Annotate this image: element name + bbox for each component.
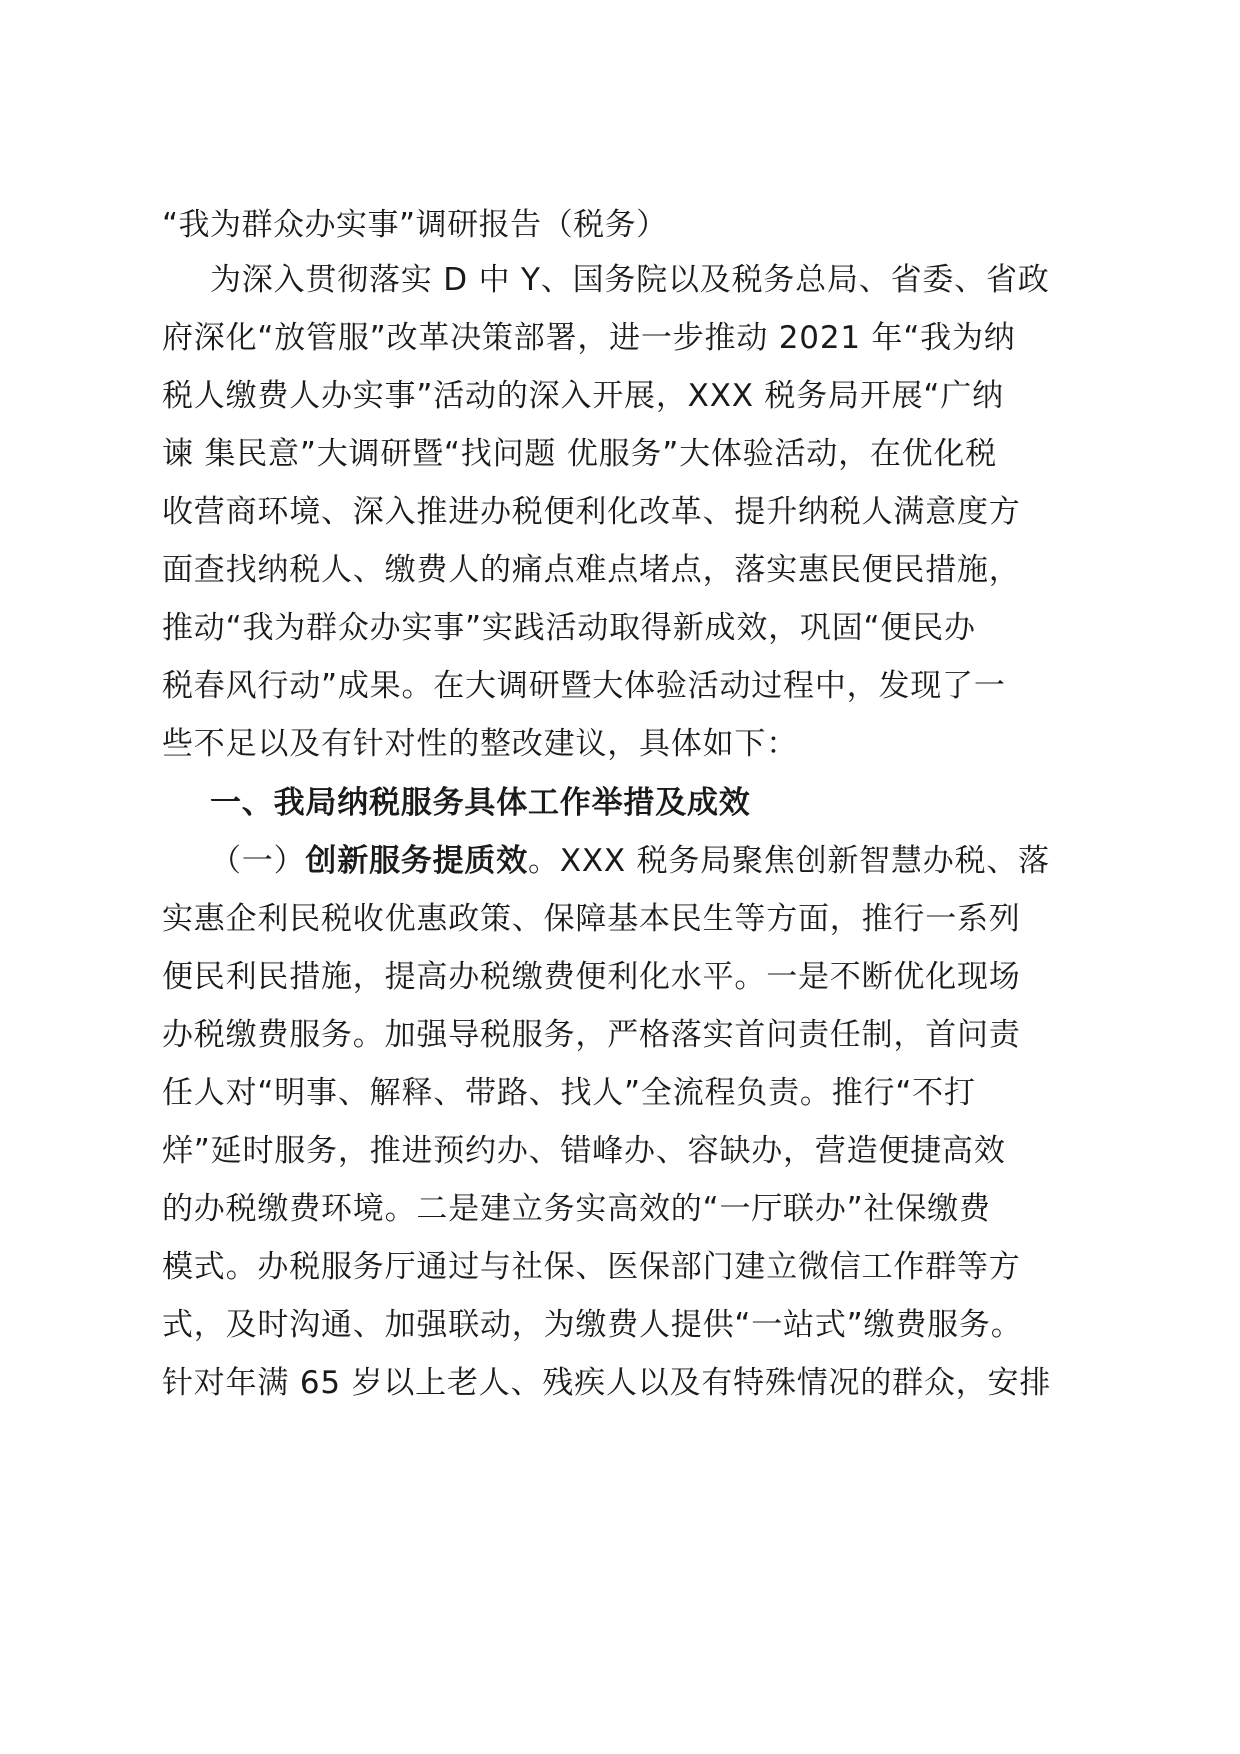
- paragraph-line: 式，及时沟通、加强联动，为缴费人提供“一站式”缴费服务。: [162, 1307, 1023, 1343]
- paragraph-line: 针对年满 65 岁以上老人、残疾人以及有特殊情况的群众，安排: [162, 1365, 1052, 1401]
- paragraph-line: 烊”延时服务，推进预约办、错峰办、容缺办，营造便捷高效: [162, 1133, 1006, 1169]
- section-heading: 一、我局纳税服务具体工作举措及成效: [210, 785, 751, 821]
- paragraph-line: 便民利民措施，提高办税缴费便利化水平。一是不断优化现场: [162, 959, 1021, 995]
- paragraph-line: 模式。办税服务厅通过与社保、医保部门建立微信工作群等方: [162, 1249, 1021, 1285]
- paragraph-line: 办税缴费服务。加强导税服务，严格落实首问责任制，首问责: [162, 1017, 1021, 1053]
- subsection-number: （一）: [210, 843, 306, 879]
- paragraph-text: 。XXX 税务局聚焦创新智慧办税、落: [528, 843, 1050, 879]
- paragraph-line: 些不足以及有针对性的整改建议，具体如下：: [162, 726, 798, 762]
- subsection-first-line: [210, 839, 1050, 883]
- paragraph-line: 实惠企利民税收优惠政策、保障基本民生等方面，推行一系列: [162, 901, 1021, 937]
- paragraph-line: 收营商环境、深入推进办税便利化改革、提升纳税人满意度方: [162, 494, 1021, 530]
- paragraph-line: 任人对“明事、解释、带路、找人”全流程负责。推行“不打: [162, 1075, 976, 1111]
- paragraph-line: 为深入贯彻落实 D 中 Y、国务院以及税务总局、省委、省政: [210, 262, 1050, 298]
- paragraph-line: 税人缴费人办实事”活动的深入开展，XXX 税务局开展“广纳: [162, 378, 1004, 414]
- subsection-heading: 创新服务提质效: [305, 843, 529, 879]
- paragraph-line: 府深化“放管服”改革决策部署，进一步推动 2021 年“我为纳: [162, 320, 1016, 356]
- paragraph-line: 税春风行动”成果。在大调研暨大体验活动过程中，发现了一: [162, 668, 1006, 704]
- paragraph-line: 的办税缴费环境。二是建立务实高效的“一厅联办”社保缴费: [162, 1191, 991, 1227]
- paragraph-line: 面查找纳税人、缴费人的痛点难点堵点，落实惠民便民措施，: [162, 552, 1021, 588]
- paragraph-line: 推动“我为群众办实事”实践活动取得新成效，巩固“便民办: [162, 610, 976, 646]
- paragraph-line: 谏 集民意”大调研暨“找问题 优服务”大体验活动，在优化税: [162, 436, 998, 472]
- document-title: “我为群众办实事”调研报告（税务）: [162, 207, 668, 243]
